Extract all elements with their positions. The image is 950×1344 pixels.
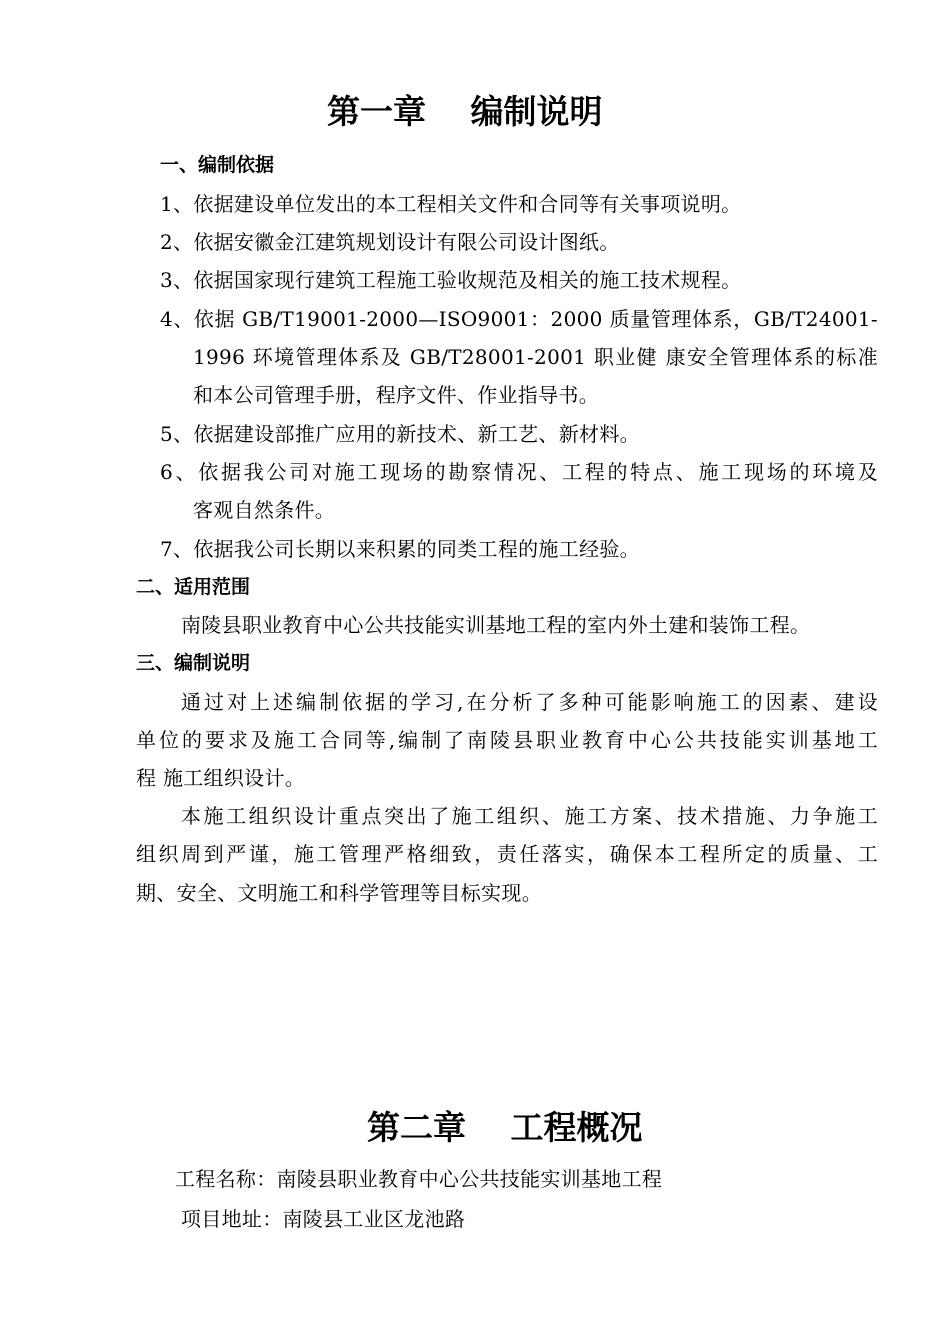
notes-line-4: 本施工组织设计重点突出了施工组织、施工方案、技术措施、力争施工 (181, 804, 878, 828)
basis-item-5: 5、依据建设部推广应用的新技术、新工艺、新材料。 (160, 422, 640, 446)
basis-item-4-line-2: 1996 环境管理体系及 GB/T28001-2001 职业健 康安全管理体系的标准 (193, 345, 878, 369)
section-1-heading: 一、编制依据 (160, 154, 275, 176)
notes-line-3: 程 施工组织设计。 (136, 766, 306, 790)
basis-item-6-line-2: 客观自然条件。 (193, 498, 336, 522)
basis-item-1: 1、依据建设单位发出的本工程相关文件和合同等有关事项说明。 (160, 192, 742, 216)
notes-line-5: 组织周到严谨，施工管理严格细致，责任落实，确保本工程所定的质量、工 (136, 842, 878, 866)
basis-item-3: 3、依据国家现行建筑工程施工验收规范及相关的施工技术规程。 (160, 268, 742, 292)
basis-item-7: 7、依据我公司长期以来积累的同类工程的施工经验。 (160, 537, 640, 561)
basis-item-6-line-1: 6、依据我公司对施工现场的勘察情况、工程的特点、施工现场的环境及 (160, 460, 878, 484)
section-3-heading: 三、编制说明 (136, 652, 251, 674)
chapter-1-title: 第一章 编制说明 (327, 92, 603, 131)
notes-line-6: 期、安全、文明施工和科学管理等目标实现。 (136, 881, 542, 905)
scope-text: 南陵县职业教育中心公共技能实训基地工程的室内外土建和装饰工程。 (181, 613, 811, 637)
notes-line-1: 通过对上述编制依据的学习,在分析了多种可能影响施工的因素、建设 (181, 690, 878, 714)
basis-item-4-line-1: 4、依据 GB/T19001-2000—ISO9001：2000 质量管理体系，GB/T24001- (160, 307, 878, 331)
section-2-heading: 二、适用范围 (136, 576, 251, 598)
basis-item-4-line-3: 和本公司管理手册，程序文件、作业指导书。 (193, 383, 599, 407)
basis-item-2: 2、依据安徽金江建筑规划设计有限公司设计图纸。 (160, 230, 620, 254)
project-address: 项目地址：南陵县工业区龙池路 (181, 1207, 466, 1231)
notes-line-2: 单位的要求及施工合同等,编制了南陵县职业教育中心公共技能实训基地工 (136, 728, 878, 752)
project-name: 工程名称：南陵县职业教育中心公共技能实训基地工程 (175, 1167, 663, 1191)
chapter-2-title: 第二章 工程概况 (367, 1108, 643, 1147)
